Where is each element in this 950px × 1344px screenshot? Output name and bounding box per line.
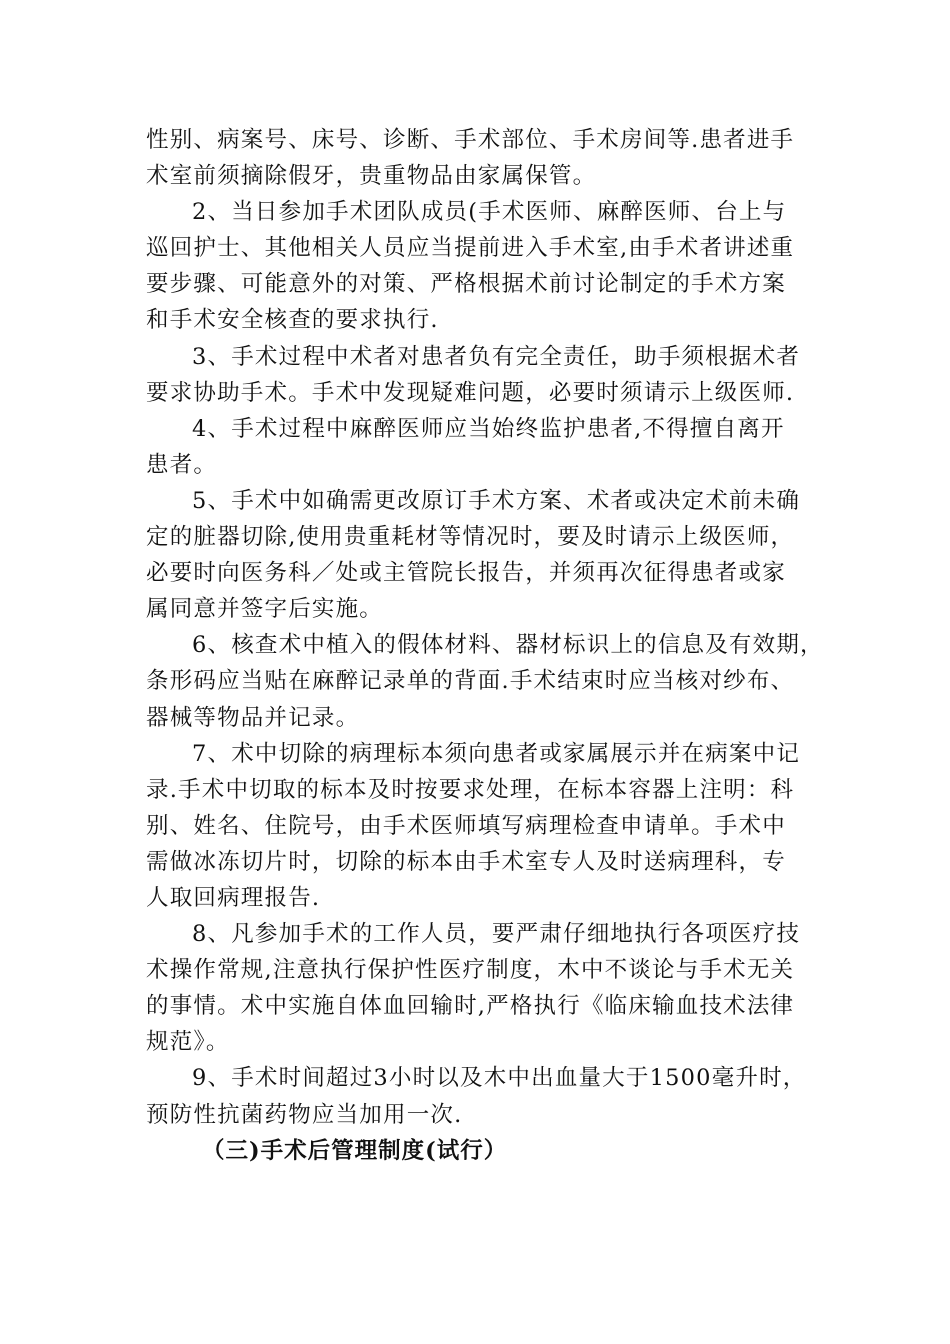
paragraph-line: 9、手术时间超过3小时以及木中出血量大于1500毫升时，	[192, 1065, 807, 1092]
paragraph-line: 要步骤、可能意外的对策、严格根据术前讨论制定的手术方案	[146, 271, 786, 298]
paragraph-line: 和手术安全核查的要求执行.	[146, 307, 439, 334]
paragraph-line: 2、当日参加手术团队成员(手术医师、麻醉医师、台上与	[192, 199, 787, 226]
paragraph-line: 巡回护士、其他相关人员应当提前进入手术室,由手术者讲述重	[146, 235, 795, 262]
paragraph-line: 别、姓名、住院号，由手术医师填写病理检查申请单。手术中	[146, 812, 786, 839]
paragraph-line: 录.手术中切取的标本及时按要求处理，在标本容器上注明：科	[146, 776, 795, 803]
paragraph-line: 6、核查术中植入的假体材料、器材标识上的信息及有效期，	[192, 632, 824, 659]
paragraph-line: 术操作常规,注意执行保护性医疗制度，木中不谈论与手术无关	[146, 957, 795, 984]
paragraph-line: 人取回病理报告.	[146, 884, 321, 911]
paragraph-line: 属同意并签字后实施。	[146, 596, 384, 623]
paragraph-line: 器械等物品并记录。	[146, 704, 360, 731]
paragraph-line: 需做冰冻切片时，切除的标本由手术室专人及时送病理科，专	[146, 848, 786, 875]
paragraph-line: 要求协助手术。手术中发现疑难问题，必要时须请示上级医师.	[146, 379, 795, 406]
paragraph-line: 规范》。	[146, 1029, 230, 1056]
paragraph-line: 患者。	[146, 451, 218, 478]
paragraph-line: 必要时向医务科／处或主管院长报告，并须再次征得患者或家	[146, 560, 786, 587]
paragraph-line: 4、手术过程中麻醉医师应当始终监护患者,不得擅自离开	[192, 415, 785, 442]
paragraph-line: 的事情。术中实施自体血回输时,严格执行《临床输血技术法律	[146, 993, 795, 1020]
paragraph-line: 7、术中切除的病理标本须向患者或家属展示并在病案中记	[192, 740, 801, 767]
paragraph-line: 定的脏器切除,使用贵重耗材等情况时，要及时请示上级医师，	[146, 524, 795, 551]
paragraph-line: 8、凡参加手术的工作人员，要严肃仔细地执行各项医疗技	[192, 921, 801, 948]
paragraph-line: 3、手术过程中术者对患者负有完全责任，助手须根据术者	[192, 343, 801, 370]
section-heading: （三)手术后管理制度(试行）	[202, 1137, 508, 1164]
document-body	[146, 122, 824, 1169]
paragraph-line: 性别、病案号、床号、诊断、手术部位、手术房间等.患者进手	[146, 127, 795, 153]
paragraph-line: 条形码应当贴在麻醉记录单的背面.手术结束时应当核对纱布、	[146, 668, 795, 695]
paragraph-line: 预防性抗菌药物应当加用一次.	[146, 1101, 463, 1128]
paragraph-line: 术室前须摘除假牙，贵重物品由家属保管。	[146, 163, 597, 190]
paragraph-line: 5、手术中如确需更改原订手术方案、术者或决定术前未确	[192, 487, 801, 514]
